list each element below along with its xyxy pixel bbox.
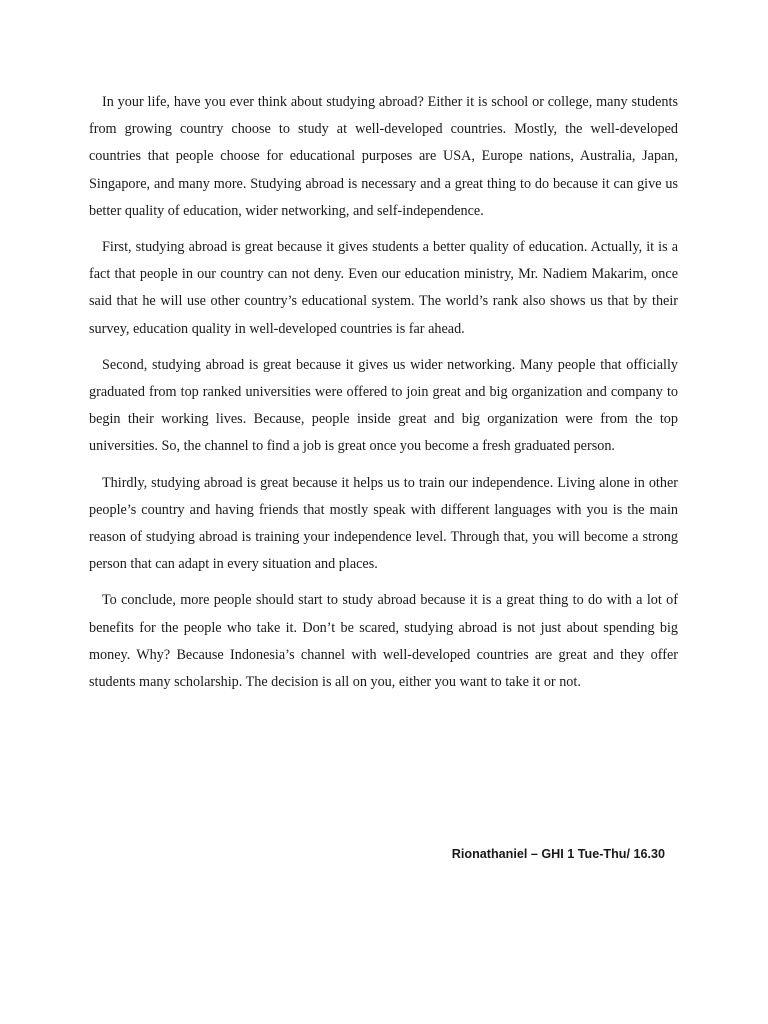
paragraph-third-point: Thirdly, studying abroad is great because it helps us to train our independence. Living alone in other people’s country and having friends that mostly speak with different languages with you is the main reason of studying abroad is training your independence level. Through that, you will become a strong person that can adapt in every situation and places. [89, 474, 678, 573]
paragraph-intro: In your life, have you ever think about studying abroad? Either it is school or college, many students from growing country choose to study at well-developed countries. Mostly, the well-developed countries that people choose for educational purposes are USA, Europe nations, Australia, Japan, Singapore, and many more. Studying abroad is necessary and a great thing to do because it can give us better quality of education, wider networking, and self-independence. [89, 94, 678, 219]
essay-body [89, 89, 678, 705]
paragraph-second-point: Second, studying abroad is great because it gives us wider networking. Many people that officially graduated from top ranked universities were offered to join great and big organization and company to begin their working lives. Because, people inside great and big organization were from the top universities. So, the channel to find a job is great once you become a fresh graduated person. [89, 356, 678, 455]
paragraph-first-point: First, studying abroad is great because it gives students a better quality of education. Actually, it is a fact that people in our country can not deny. Even our education ministry, Mr. Nadiem Makarim, once said that he will use other country’s educational system. The world’s rank also shows us that by their survey, education quality in well-developed countries is far ahead. [89, 239, 678, 337]
paragraph-conclusion: To conclude, more people should start to study abroad because it is a great thing to do with a lot of benefits for the people who take it. Don’t be scared, studying abroad is not just about spending big money. Why? Because Indonesia’s channel with well-developed countries are great and they offer students many scholarship. The decision is all on you, either you want to take it or not. [89, 592, 678, 691]
author-signature: Rionathaniel – GHI 1 Tue-Thu/ 16.30 [451, 847, 665, 861]
